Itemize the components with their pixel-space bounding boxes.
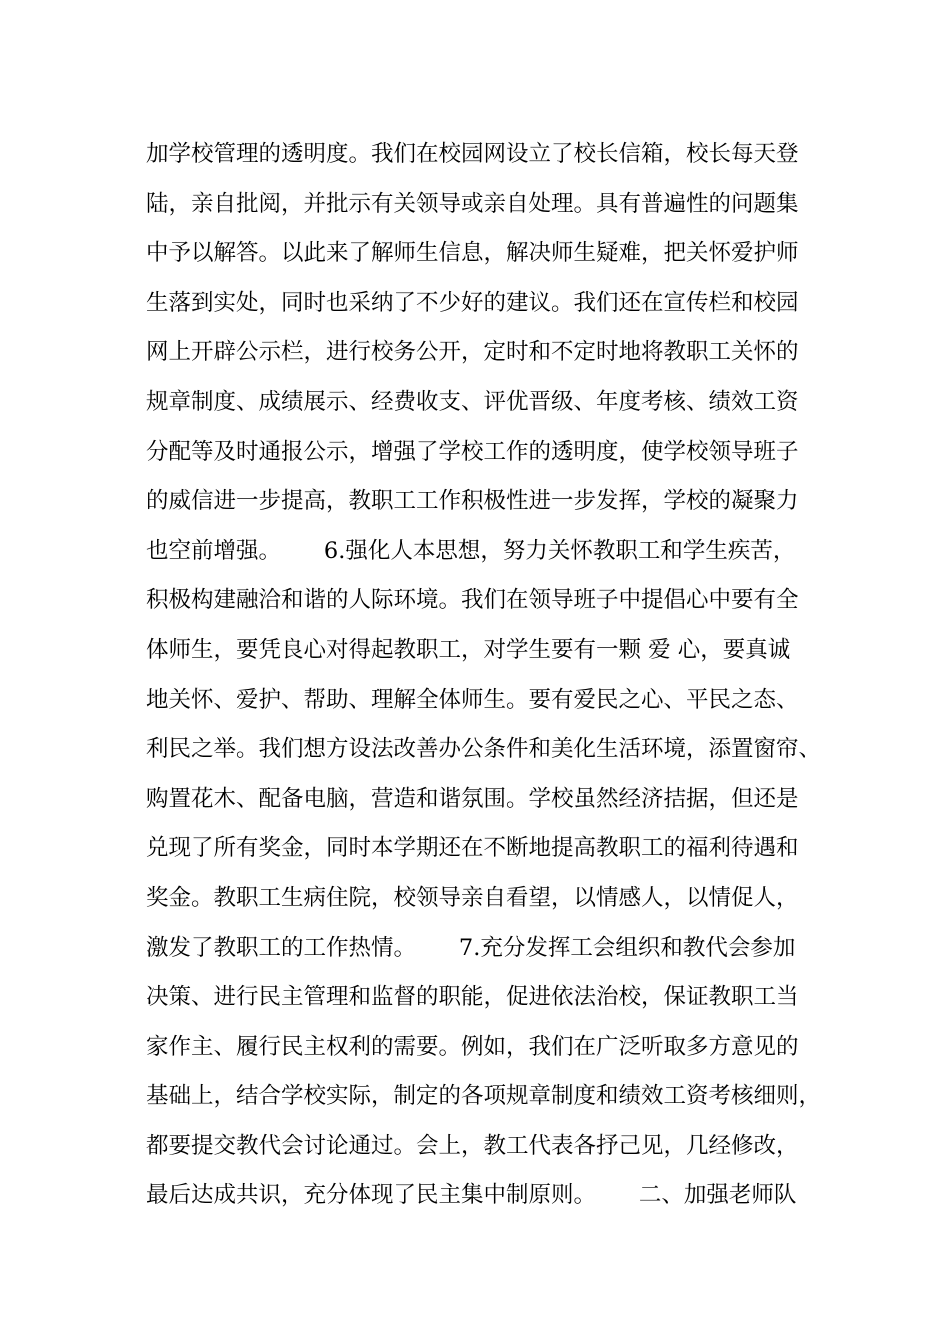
text-line-18: 决策、进行民主管理和监督的职能，促进依法治校，保证教职工当 <box>146 984 799 1011</box>
text-line-3: 中予以解答。以此来了解师生信息，解决师生疑难，把关怀爱护师 <box>146 240 799 267</box>
text-line-16: 奖金。教职工生病住院，校领导亲自看望，以情感人，以情促人， <box>146 884 799 911</box>
text-line-10: 积极构建融洽和谐的人际环境。我们在领导班子中提倡心中要有全 <box>146 587 799 614</box>
text-line-8: 的威信进一步提高，教职工工作积极性进一步发挥，学校的凝聚力 <box>146 488 799 515</box>
text-line-14: 购置花木、配备电脑，营造和谐氛围。学校虽然经济拮据，但还是 <box>146 785 799 812</box>
text-line-2: 陆，亲自批阅，并批示有关领导或亲自处理。具有普遍性的问题集 <box>146 190 799 217</box>
text-line-20: 基础上，结合学校实际，制定的各项规章制度和绩效工资考核细则， <box>146 1083 822 1110</box>
text-line-5: 网上开辟公示栏，进行校务公开，定时和不定时地将教职工关怀的 <box>146 339 799 366</box>
text-line-21: 都要提交教代会讨论通过。会上，教工代表各抒己见，几经修改， <box>146 1132 799 1159</box>
text-line-13: 利民之举。我们想方设法改善办公条件和美化生活环境，添置窗帘、 <box>146 736 822 763</box>
body-text <box>146 134 846 1225</box>
text-line-17: 激发了教职工的工作热情。 7.充分发挥工会组织和教代会参加 <box>146 934 796 961</box>
text-line-15: 兑现了所有奖金，同时本学期还在不断地提高教职工的福利待遇和 <box>146 835 799 862</box>
text-line-6: 规章制度、成绩展示、经费收支、评优晋级、年度考核、绩效工资 <box>146 388 799 415</box>
text-line-22: 最后达成共识，充分体现了民主集中制原则。 二、加强老师队 <box>146 1182 797 1209</box>
text-line-12: 地关怀、爱护、帮助、理解全体师生。要有爱民之心、平民之态、 <box>146 686 799 713</box>
text-line-9: 也空前增强。 6.强化人本思想，努力关怀教职工和学生疾苦， <box>146 537 796 564</box>
text-line-4: 生落到实处，同时也采纳了不少好的建议。我们还在宣传栏和校园 <box>146 289 799 316</box>
text-line-7: 分配等及时通报公示，增强了学校工作的透明度，使学校领导班子 <box>146 438 799 465</box>
text-line-1: 加学校管理的透明度。我们在校园网设立了校长信箱，校长每天登 <box>146 141 799 167</box>
text-line-19: 家作主、履行民主权利的需要。例如，我们在广泛听取多方意见的 <box>146 1033 799 1060</box>
text-line-11: 体师生，要凭良心对得起教职工，对学生要有一颗 爱 心，要真诚 <box>146 636 791 663</box>
